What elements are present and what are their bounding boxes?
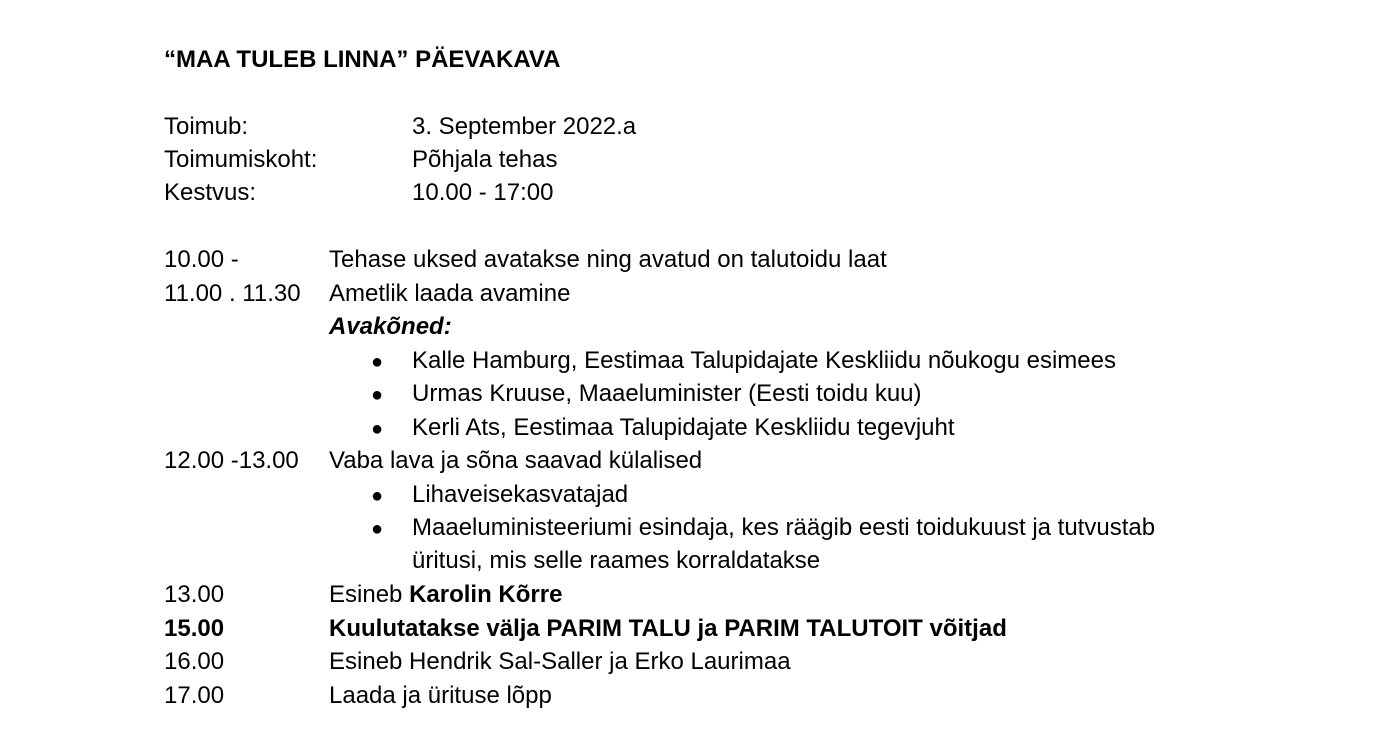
schedule-text: Esineb Hendrik Sal-Saller ja Erko Laurimaa xyxy=(329,648,791,675)
schedule-text xyxy=(329,581,562,609)
info-value-date: 3. September 2022.a xyxy=(412,113,637,140)
schedule-time: 15.00 xyxy=(164,615,225,642)
schedule-text-prefix: Esineb xyxy=(329,581,410,608)
schedule-time: 16.00 xyxy=(164,648,225,675)
speeches-heading: Avakõned: xyxy=(329,313,452,340)
speech-item: Urmas Kruuse, Maaeluminister (Eesti toidu kuu) xyxy=(412,380,922,407)
bullet-icon: ● xyxy=(371,384,384,406)
speech-item: Kerli Ats, Eestimaa Talupidajate Keskliidu tegevjuht xyxy=(412,414,955,441)
schedule-time: 12.00 -13.00 xyxy=(164,447,299,474)
guest-item: Lihaveisekasvatajad xyxy=(412,481,629,508)
info-label-date: Toimub: xyxy=(164,113,249,140)
schedule-text: Tehase uksed avatakse ning avatud on talutoidu laat xyxy=(329,246,887,273)
schedule-time: 13.00 xyxy=(164,581,225,608)
info-value-duration: 10.00 - 17:00 xyxy=(412,179,554,206)
document-title: “MAA TULEB LINNA” PÄEVAKAVA xyxy=(164,46,561,73)
info-label-duration: Kestvus: xyxy=(164,179,257,206)
performer-name: Karolin Kõrre xyxy=(409,581,563,608)
schedule-text: Ametlik laada avamine xyxy=(329,280,571,307)
schedule-time: 10.00 - xyxy=(164,246,239,273)
bullet-icon: ● xyxy=(371,351,384,373)
info-label-location: Toimumiskoht: xyxy=(164,146,318,173)
guest-item-continuation: üritusi, mis selle raames korraldatakse xyxy=(412,547,821,574)
bullet-icon: ● xyxy=(371,418,384,440)
bullet-icon: ● xyxy=(371,485,384,507)
schedule-text: Vaba lava ja sõna saavad külalised xyxy=(329,447,703,474)
schedule-time: 11.00 . 11.30 xyxy=(164,280,301,307)
schedule-time: 17.00 xyxy=(164,682,225,709)
info-value-location: Põhjala tehas xyxy=(412,146,558,173)
guest-item: Maaeluministeeriumi esindaja, kes räägib eesti toidukuust ja tutvustab xyxy=(412,514,1156,541)
bullet-icon: ● xyxy=(371,518,384,540)
schedule-text: Kuulutatakse välja PARIM TALU ja PARIM TALUTOIT võitjad xyxy=(329,615,1007,642)
schedule-text: Laada ja ürituse lõpp xyxy=(329,682,552,709)
speech-item: Kalle Hamburg, Eestimaa Talupidajate Keskliidu nõukogu esimees xyxy=(412,347,1116,374)
